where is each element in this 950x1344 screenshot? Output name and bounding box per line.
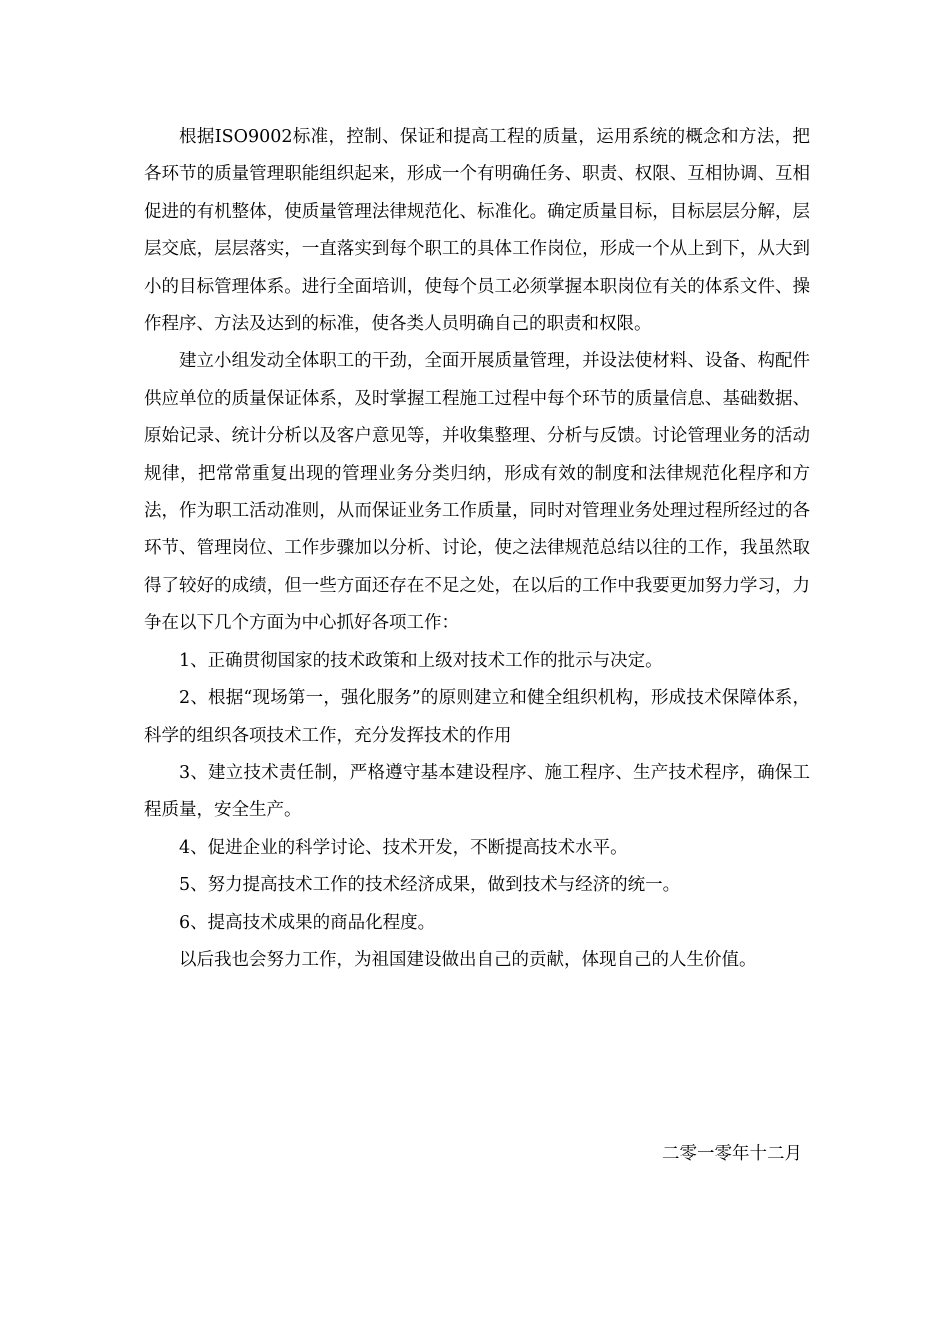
list-item-4: 4、促进企业的科学讨论、技术开发，不断提高技术水平。 <box>179 837 628 858</box>
closing-paragraph: 以后我也会努力工作，为祖国建设做出自己的贡献，体现自己的人生价值。 <box>179 949 757 970</box>
paragraph-quality-system: 根据ISO9002标准，控制、保证和提高工程的质量，运用系统的概念和方法，把各环节的质量管理职能组织起来，形成一个有明确任务、职责、权限、互相协调、互相促进的有机整体，使质量管理法律规范化、标准化。确定质量目标，目标层层分解，层层交底，层层落实，一直落实到每个职工的具体工作岗位，形成一个从上到下，从大到小的目标管理体系。进行全面培训，使每个员工必须掌握本职岗位有关的体系文件、操作程序、方法及达到的标准，使各类人员明确自己的职责和权限。 <box>144 127 810 335</box>
list-item-3: 3、建立技术责任制，严格遵守基本建设程序、施工程序、生产技术程序，确保工程质量，安全生产。 <box>144 762 810 821</box>
list-item-5: 5、努力提高技术工作的技术经济成果，做到技术与经济的统一。 <box>179 875 681 896</box>
paragraph-quality-management: 建立小组发动全体职工的干劲，全面开展质量管理，并设法使材料、设备、构配件供应单位的质量保证体系，及时掌握工程施工过程中每个环节的质量信息、基础数据、原始记录、统计分析以及客户意见等，并收集整理、分析与反馈。讨论管理业务的活动规律，把常常重复出现的管理业务分类归纳，形成有效的制度和法律规范化程序和方法，作为职工活动准则，从而保证业务工作质量，同时对管理业务处理过程所经过的各环节、管理岗位、工作步骤加以分析、讨论，使之法律规范总结以往的工作，我虽然取得了较好的成绩，但一些方面还存在不足之处，在以后的工作中我要更加努力学习，力争在以下几个方面为中心抓好各项工作： <box>144 351 810 634</box>
document-body <box>144 119 810 979</box>
list-item-1: 1、正确贯彻国家的技术政策和上级对技术工作的批示与决定。 <box>179 650 663 671</box>
list-item-2: 2、根据“现场第一，强化服务”的原则建立和健全组织机构，形成技术保障体系，科学的组织各项技术工作，充分发挥技术的作用 <box>144 688 810 746</box>
document-date: 二零一零年十二月 <box>662 1144 802 1164</box>
list-item-6: 6、提高技术成果的商品化程度。 <box>179 912 436 933</box>
